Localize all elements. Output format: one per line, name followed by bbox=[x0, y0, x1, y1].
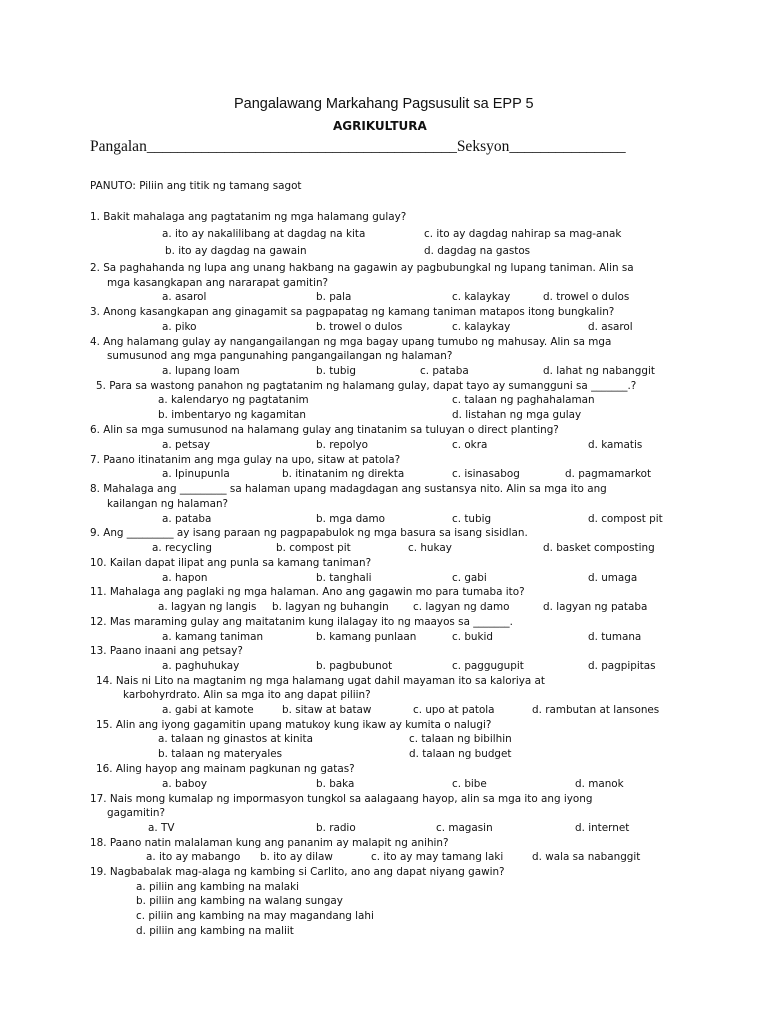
question-text: 8. Mahalaga ang _________ sa halaman upang madagdagan ang sustansya nito. Alin sa mga ito ang bbox=[90, 483, 607, 495]
answer-option: a. lagyan ng langis bbox=[158, 601, 257, 613]
answer-option: c. talaan ng paghahalaman bbox=[452, 394, 595, 406]
question-text: sumusunod ang mga pangunahing pangangailangan ng halaman? bbox=[107, 350, 453, 362]
question-text: 14. Nais ni Lito na magtanim ng mga halamang ugat dahil mayaman ito sa kaloriya at bbox=[96, 675, 545, 687]
answer-option: c. kalaykay bbox=[452, 291, 511, 303]
answer-option: c. pataba bbox=[420, 365, 469, 377]
question-text: gagamitin? bbox=[107, 807, 165, 819]
instructions: PANUTO: Piliin ang titik ng tamang sagot bbox=[90, 180, 302, 192]
answer-option: b. pagbubunot bbox=[316, 660, 393, 672]
question-text: karbohyrdrato. Alin sa mga ito ang dapat piliin? bbox=[123, 689, 371, 701]
answer-option: a. ito ay mabango bbox=[146, 851, 241, 863]
answer-option: c. upo at patola bbox=[413, 704, 495, 716]
answer-option: d. basket composting bbox=[543, 542, 655, 554]
answer-option: b. trowel o dulos bbox=[316, 321, 403, 333]
answer-option: b. kamang punlaan bbox=[316, 631, 417, 643]
name-section-line: Pangalan________________________________________Seksyon_______________ bbox=[90, 138, 626, 155]
answer-option: c. ito ay dagdag nahirap sa mag-anak bbox=[424, 228, 622, 240]
answer-option: d. lagyan ng pataba bbox=[543, 601, 648, 613]
answer-option: a. asarol bbox=[162, 291, 207, 303]
answer-option: d. trowel o dulos bbox=[543, 291, 630, 303]
question-text: 16. Aling hayop ang mainam pagkunan ng gatas? bbox=[96, 763, 355, 775]
question-text: 1. Bakit mahalaga ang pagtatanim ng mga halamang gulay? bbox=[90, 211, 407, 223]
answer-option: b. tanghali bbox=[316, 572, 372, 584]
answer-option: d. pagpipitas bbox=[588, 660, 656, 672]
answer-option: b. imbentaryo ng kagamitan bbox=[158, 409, 306, 421]
answer-option: d. pagmamarkot bbox=[565, 468, 652, 480]
answer-option: b. itinatanim ng direkta bbox=[282, 468, 405, 480]
answer-option: c. paggugupit bbox=[452, 660, 524, 672]
answer-option: c. hukay bbox=[408, 542, 452, 554]
answer-option: d. kamatis bbox=[588, 439, 643, 451]
answer-option: c. bibe bbox=[452, 778, 487, 790]
answer-option: a. TV bbox=[148, 822, 175, 834]
answer-option: c. tubig bbox=[452, 513, 492, 525]
answer-option: b. ito ay dagdag na gawain bbox=[165, 245, 307, 257]
question-text: 17. Nais mong kumalap ng impormasyon tungkol sa aalagaang hayop, alin sa mga ito ang iyong bbox=[90, 793, 593, 805]
answer-option: a. pataba bbox=[162, 513, 212, 525]
answer-option: d. manok bbox=[575, 778, 624, 790]
answer-option: c. magasin bbox=[436, 822, 493, 834]
answer-option: d. asarol bbox=[588, 321, 633, 333]
answer-option: a. ito ay nakalilibang at dagdag na kita bbox=[162, 228, 366, 240]
answer-option: d. talaan ng budget bbox=[409, 748, 512, 760]
answer-option: d. rambutan at lansones bbox=[532, 704, 660, 716]
exam-subtitle: AGRIKULTURA bbox=[333, 119, 427, 133]
answer-option: b. pala bbox=[316, 291, 352, 303]
answer-option: d. tumana bbox=[588, 631, 642, 643]
answer-option: a. piko bbox=[162, 321, 197, 333]
answer-option: b. ito ay dilaw bbox=[260, 851, 333, 863]
answer-option: a. kamang taniman bbox=[162, 631, 264, 643]
question-text: 13. Paano inaani ang petsay? bbox=[90, 645, 243, 657]
answer-option: a. recycling bbox=[152, 542, 212, 554]
answer-option: b. radio bbox=[316, 822, 356, 834]
answer-option: d. lahat ng nabanggit bbox=[543, 365, 655, 377]
answer-option: c. talaan ng bibilhin bbox=[409, 733, 512, 745]
answer-option: a. lupang loam bbox=[162, 365, 240, 377]
exam-title: Pangalawang Markahang Pagsusulit sa EPP 5 bbox=[234, 96, 534, 112]
answer-option: c. bukid bbox=[452, 631, 493, 643]
answer-option: c. lagyan ng damo bbox=[413, 601, 510, 613]
answer-option: c. isinasabog bbox=[452, 468, 520, 480]
answer-option: a. paghuhukay bbox=[162, 660, 240, 672]
question-text: 4. Ang halamang gulay ay nangangailangan ng mga bagay upang tumubo ng mahusay. Alin sa mga bbox=[90, 336, 612, 348]
answer-option: b. tubig bbox=[316, 365, 356, 377]
question-text: 6. Alin sa mga sumusunod na halamang gulay ang tinatanim sa tuluyan o direct planting? bbox=[90, 424, 559, 436]
answer-option: a. talaan ng ginastos at kinita bbox=[158, 733, 313, 745]
question-text: 18. Paano natin malalaman kung ang pananim ay malapit ng anihin? bbox=[90, 837, 449, 849]
answer-option: b. lagyan ng buhangin bbox=[272, 601, 389, 613]
answer-option: a. piliin ang kambing na malaki bbox=[136, 881, 300, 893]
answer-option: d. compost pit bbox=[588, 513, 663, 525]
question-text: 2. Sa paghahanda ng lupa ang unang hakbang na gagawin ay pagbubungkal ng lupang taniman. Alin sa bbox=[90, 262, 634, 274]
answer-option: d. wala sa nabanggit bbox=[532, 851, 641, 863]
question-text: 3. Anong kasangkapan ang ginagamit sa pagpapatag ng kamang taniman matapos itong bungkalin? bbox=[90, 306, 615, 318]
answer-option: a. kalendaryo ng pagtatanim bbox=[158, 394, 309, 406]
question-text: 7. Paano itinatanim ang mga gulay na upo, sitaw at patola? bbox=[90, 454, 401, 466]
answer-option: a. Ipinupunla bbox=[162, 468, 230, 480]
answer-option: b. baka bbox=[316, 778, 355, 790]
answer-option: d. umaga bbox=[588, 572, 638, 584]
answer-option: b. repolyo bbox=[316, 439, 368, 451]
question-text: 15. Alin ang iyong gagamitin upang matukoy kung ikaw ay kumita o nalugi? bbox=[96, 719, 492, 731]
answer-option: b. talaan ng materyales bbox=[158, 748, 283, 760]
answer-option: b. piliin ang kambing na walang sungay bbox=[136, 895, 343, 907]
answer-option: b. mga damo bbox=[316, 513, 386, 525]
answer-option: d. piliin ang kambing na maliit bbox=[136, 925, 294, 937]
question-text: 10. Kailan dapat ilipat ang punla sa kamang taniman? bbox=[90, 557, 372, 569]
answer-option: a. baboy bbox=[162, 778, 208, 790]
answer-option: d. internet bbox=[575, 822, 630, 834]
answer-option: a. hapon bbox=[162, 572, 208, 584]
answer-option: c. kalaykay bbox=[452, 321, 511, 333]
question-text: mga kasangkapan ang nararapat gamitin? bbox=[107, 277, 329, 289]
answer-option: b. sitaw at bataw bbox=[282, 704, 372, 716]
answer-option: d. dagdag na gastos bbox=[424, 245, 531, 257]
answer-option: a. gabi at kamote bbox=[162, 704, 254, 716]
answer-option: c. gabi bbox=[452, 572, 487, 584]
question-text: kailangan ng halaman? bbox=[107, 498, 229, 510]
question-text: 11. Mahalaga ang paglaki ng mga halaman. Ano ang gagawin mo para tumaba ito? bbox=[90, 586, 525, 598]
answer-option: b. compost pit bbox=[276, 542, 351, 554]
question-text: 19. Nagbabalak mag-alaga ng kambing si Carlito, ano ang dapat niyang gawin? bbox=[90, 866, 505, 878]
question-text: 9. Ang _________ ay isang paraan ng pagpapabulok ng mga basura sa isang sisidlan. bbox=[90, 527, 528, 539]
answer-option: d. listahan ng mga gulay bbox=[452, 409, 582, 421]
answer-option: c. piliin ang kambing na may magandang lahi bbox=[136, 910, 374, 922]
question-text: 5. Para sa wastong panahon ng pagtatanim ng halamang gulay, dapat tayo ay sumangguni sa _______.? bbox=[96, 380, 637, 392]
answer-option: c. ito ay may tamang laki bbox=[371, 851, 504, 863]
question-text: 12. Mas maraming gulay ang maitatanim kung ilalagay ito ng maayos sa _______. bbox=[90, 616, 513, 628]
answer-option: c. okra bbox=[452, 439, 488, 451]
answer-option: a. petsay bbox=[162, 439, 210, 451]
